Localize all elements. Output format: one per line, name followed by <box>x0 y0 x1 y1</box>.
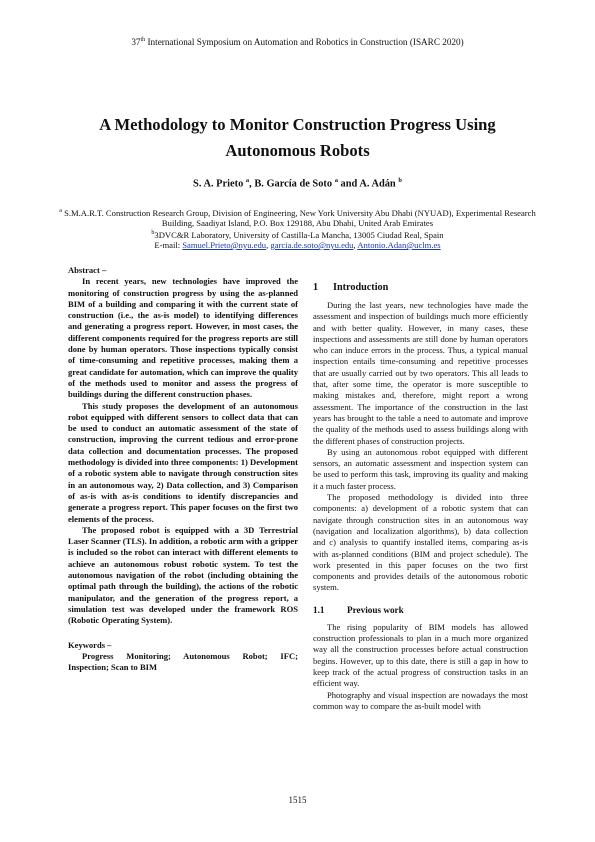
body-paragraph: Photography and visual inspection are nowadays the most common way to compare the as-built model with <box>313 689 528 711</box>
abstract-paragraph: In recent years, new technologies have improved the monitoring of construction progress by using the as-planned BIM of a building and comparing it with the current state of construction (i.e., the as-is model) to identifying differences and generating a progress report. However, in most cases, the different components required for the progress reports are still done by human operators. Those inspections typically consist of time-consuming and repetitive processes, making them a great candidate for automation, which can improve the quality of the methods used to monitor and assess the progress of buildings during the different construction phases. <box>68 276 298 400</box>
author-affiliation-mark: a <box>245 177 250 184</box>
author-name: A. Adán <box>359 178 396 190</box>
author-name: B. García de Soto <box>254 178 333 190</box>
affiliation-a <box>50 207 545 228</box>
author-name: S. A. Prieto <box>193 178 244 190</box>
running-header <box>0 37 595 47</box>
affiliation-text: S.M.A.R.T. Construction Research Group, Division of Engineering, New York University Abu Dhabi (NYUAD), Experimental Research Building, Saadiyat Island, P.O. Box 129188, Abu Dhabi, United Arab Emirates <box>64 207 536 228</box>
subsection-number: 1.1 <box>313 604 325 615</box>
paper-title: A Methodology to Monitor Construction Progress Using Autonomous Robots <box>99 115 496 160</box>
email-link[interactable]: Samuel.Prieto@nyu.edu <box>182 240 267 250</box>
email-label: E-mail: <box>154 240 183 250</box>
body-paragraph: The proposed methodology is divided into three components: a) development of a robotic system that can navigate through construction sites in an autonomous way (navigation and localization algorithms), b) data collection and c) analysis to quantify installed items, comparing as-is with as-planned conditions (BIM and project schedule). The work presented in this paper focuses on the two first components and provides details of the autonomous robotic system. <box>313 492 528 593</box>
abstract-column <box>68 265 298 673</box>
affiliation-text: 3DVC&R Laboratory, University of Castilla-La Mancha, 13005 Ciudad Real, Spain <box>154 229 444 240</box>
abstract-heading: Abstract – <box>68 265 107 275</box>
abstract-paragraph: This study proposes the development of an autonomous robot equipped with different sensors to collect data that can be used to conduct an automatic assessment of the state of construction, improving the current tedious and error-prone data collection and documentation processes. The proposed methodology is divided into three components: 1) Development of a robotic system able to navigate through construction sites in an autonomous way, 2) Data collection, and 3) Comparison of as-is with as-is conditions to identify discrepancies and generate a progress report. This paper focuses on the first two elements of the process. <box>68 400 298 524</box>
author-separator: and <box>337 178 360 190</box>
affiliation-mark: a <box>59 208 62 214</box>
body-paragraph: During the last years, new technologies have made the assessment and inspection of buildings much more efficiently and with better quality. However, in many cases, these inspections and assessments are still done by human operators who can induce errors in the process. Thus, a typical manual inspection entails time-consuming and repetitive processes that are usually carried out by two operators. This all leads to that, after some time, the operator is more susceptible to making mistakes and, therefore, might report a wrong assessment. The importance of the construction in the last years has brought to the table a need to automate and improve the quality of the methods used to assess buildings along with the different phases of construction projects. <box>313 300 528 446</box>
affiliation-b <box>50 229 545 241</box>
body-paragraph: By using an autonomous robot equipped with different sensors, an automatic assessment and inspection system can be used to perform this task, improving its quality and making it a much faster process. <box>313 446 528 491</box>
conference-number: 37 <box>131 37 141 48</box>
author-list <box>0 177 595 189</box>
author-separator: , <box>249 178 255 190</box>
affiliation-mark: b <box>151 230 155 236</box>
subsection-title: Previous work <box>347 604 404 615</box>
email-link[interactable]: Antonio.Adan@uclm.es <box>357 240 441 250</box>
abstract-paragraph: The proposed robot is equipped with a 3D Terrestrial Laser Scanner (TLS). In addition, a robotic arm with a gripper is included so the robot can interact with different elements to achieve an autonomous robust robotic system. To test the autonomous navigation of the robot (including obtaining the optimal path through the building), the actions of the robotic manipulator, and the generation of the progress report, a simulation test was developed under the framework ROS (Robotic Operating System). <box>68 524 298 626</box>
body-column <box>313 282 528 712</box>
email-line: E-mail: Samuel.Prieto@nyu.edu, garcia.de.soto@nyu.edu, Antonio.Adan@uclm.es <box>154 240 441 250</box>
section-title: Introduction <box>333 282 389 293</box>
author-affiliation-mark: b <box>398 177 402 184</box>
keywords-heading: Keywords – <box>68 639 112 650</box>
conference-name: International Symposium on Automation and Robotics in Construction (ISARC 2020) <box>145 37 464 48</box>
body-paragraph: The rising popularity of BIM models has allowed construction professionals to plan in a much more organized way all the construction processes before actual construction begins. However, up to this date, there is still a gap in how to keep track of the actual progress of construction tasks in an efficient way. <box>313 621 528 689</box>
section-number: 1 <box>313 282 319 293</box>
keywords-text: Progress Monitoring; Autonomous Robot; IFC; Inspection; Scan to BIM <box>68 650 298 673</box>
subsection-heading <box>313 604 528 616</box>
section-heading <box>313 282 528 294</box>
email-link[interactable]: garcia.de.soto@nyu.edu <box>270 240 354 250</box>
page-number: 1515 <box>288 795 307 805</box>
ordinal-suffix: th <box>140 37 146 43</box>
author-affiliation-mark: a <box>334 177 338 184</box>
